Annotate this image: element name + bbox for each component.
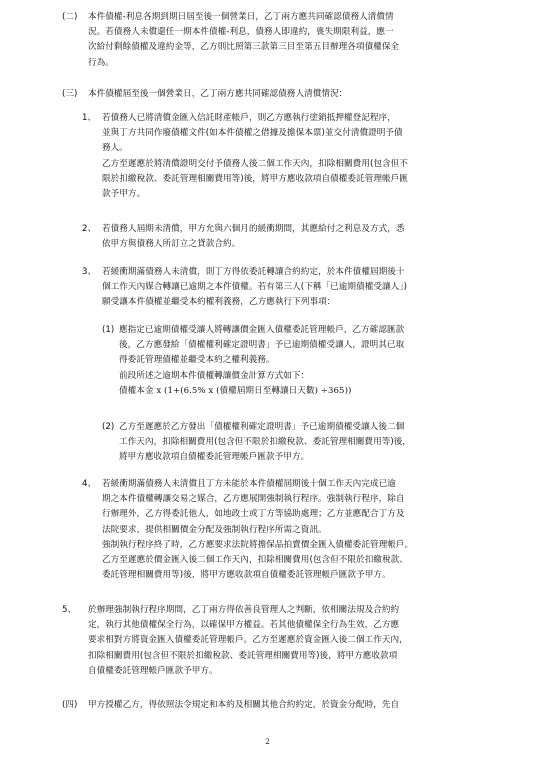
item-2-text xyxy=(102,222,405,252)
item-number-4: 4、 xyxy=(82,479,97,489)
text-line: 本件債權屆至後一個營業日，乙丁兩方應共同確認債務人清償情況： xyxy=(88,89,348,99)
subitem-number-2: (2) xyxy=(102,422,115,432)
text-line: 期之本件債權轉讓交易之媒合，乙方應展開強制執行程序。強制執行程序，除自 xyxy=(102,494,405,505)
section-label-3: (三) xyxy=(62,89,78,99)
section-2-text xyxy=(88,10,399,71)
item-number-3: 3、 xyxy=(82,267,97,277)
text-line: 要求相對方將資金匯入債權委託管理帳戶。乙方至遲應於資金匯入後二個工作天內， xyxy=(88,635,408,646)
text-line: 乙方至遲應於乙方發出「債權權利確定證明書」予已逾期債權受讓人後二個 xyxy=(119,422,405,432)
text-line: 若緩衝期滿債務人未清償，則丁方得依委託轉讓合約約定，於本件債權屆期後十 xyxy=(102,267,405,277)
text-line: 乙方至遲應於將清償證明交付予債務人後二個工作天內，扣除相關費用(包含但不 xyxy=(102,158,408,169)
section-4-text xyxy=(88,698,399,713)
text-line: 甲方授權乙方，得依照法令規定和本約及相關其他合約約定，於資金分配時，先自 xyxy=(88,700,400,710)
item-1-text xyxy=(102,111,408,202)
text-line: 依甲方與債務人所訂立之貸款合約。 xyxy=(102,239,241,250)
section-label-4: (四) xyxy=(62,700,78,710)
item-number-2: 2、 xyxy=(82,224,97,234)
text-line: 後，乙方應發給「債權權利確定證明書」予已逾期債權受讓人，證明其已取 xyxy=(119,340,405,351)
text-line: 工作天內，扣除相關費用(包含但不限於扣繳稅款、委託管理相關費用等)後， xyxy=(119,437,412,448)
text-line: 委託管理相關費用等)後，將甲方應收款項自債權委託管理帳戶匯款予甲方。 xyxy=(102,570,391,581)
section-label-2: (二) xyxy=(62,12,78,22)
subitem-2-text xyxy=(119,420,411,466)
text-line: 法院要求，提供相關價金分配及強制執行程序所需之資訊。 xyxy=(102,524,327,535)
text-line: 得委託管理債權並繼受本約之權利義務。 xyxy=(119,355,275,366)
section-3-heading xyxy=(88,87,347,102)
text-line: 定，執行其他債權保全行為，以確保甲方權益。若其他債權保全行為生效，乙方應 xyxy=(88,620,400,631)
text-line: 並與丁方共同作廢債權文件(如本件債權之借據及擔保本票)並交付清償證明予債 xyxy=(102,128,403,139)
item-4-text xyxy=(102,477,413,583)
price-formula: 債權本金 x (1+(6.5% x (債權屆期日至轉讓日天數) ÷365)) xyxy=(119,385,352,396)
text-line: 行辦理外，乙方得委託他人，如地政士或丁方等協助處理；乙方並應配合丁方及 xyxy=(102,509,405,520)
text-line: 行為。 xyxy=(88,57,114,68)
item-3-text xyxy=(102,265,407,311)
text-line: 限於扣繳稅款、委託管理相關費用等)後，將甲方應收款項自債權委託管理帳戶匯 xyxy=(102,173,408,184)
text-line: 況。若債務人未償還任一期本件債權-利息，債務人即違約，喪失期限利益，應一 xyxy=(88,27,394,38)
text-line: 扣除相關費用(包含但不限於扣繳稅款、委託管理相關費用等)後，將甲方應收款項 xyxy=(88,650,398,661)
text-line: 將甲方應收款項自債權委託管理帳戶匯款予甲方。 xyxy=(119,452,310,463)
page-number: 2 xyxy=(265,737,270,746)
text-line: 務人。 xyxy=(102,143,128,154)
text-line: 乙方至遲應於價金匯入後二個工作天內，扣除相關費用(包含但不限於扣繳稅款、 xyxy=(102,555,408,566)
text-line: 強制執行程序終了時，乙方應要求法院將擔保品拍賣價金匯入債權委託管理帳戶。 xyxy=(102,539,414,550)
item-number-1: 1、 xyxy=(82,113,97,123)
text-line: 個工作天內媒合轉讓已逾期之本件債權。若有第三人(下稱「已逾期債權受讓人」) xyxy=(102,282,408,293)
text-line: 本件債權-利息各期到期日屆至後一個營業日，乙丁兩方應共同確認債務人清償情 xyxy=(88,12,394,22)
text-line: 自債權委託管理帳戶匯款予甲方。 xyxy=(88,665,218,676)
text-line: 若債務人已將清償金匯入信託財產帳戶，則乙方應執行塗銷抵押權登記程序， xyxy=(102,113,396,123)
text-line: 應指定已逾期債權受讓人將轉讓價金匯入債權委託管理帳戶，乙方確認匯款 xyxy=(119,325,405,335)
item-5-text xyxy=(88,603,408,679)
text-line: 次給付剩餘債權及違約金等，乙方則比照第三款第三目至第五目辦理各項債權保全 xyxy=(88,42,400,53)
text-line: 於辦理強制執行程序期間，乙丁兩方得依善良管理人之判斷，依相關法規及合約約 xyxy=(88,605,400,615)
item-number-5: 5、 xyxy=(62,605,77,615)
text-line: 若債務人屆期未清償，甲方允與六個月的緩衝期間，其應給付之利息及方式，悉 xyxy=(102,224,405,234)
subitem-number-1: (1) xyxy=(102,325,115,335)
text-line: 若緩衝期滿債務人未清償且丁方未能於本件債權屆期後十個工作天內完成已逾 xyxy=(102,479,396,489)
text-line: 前段所述之逾期本件債權轉讓價金計算方式如下： xyxy=(119,370,310,381)
text-line: 款予甲方。 xyxy=(102,189,146,200)
subitem-1-text xyxy=(119,323,404,399)
text-line: 願受讓本件債權並繼受本約權利義務，乙方應執行下列事項： xyxy=(102,297,336,308)
